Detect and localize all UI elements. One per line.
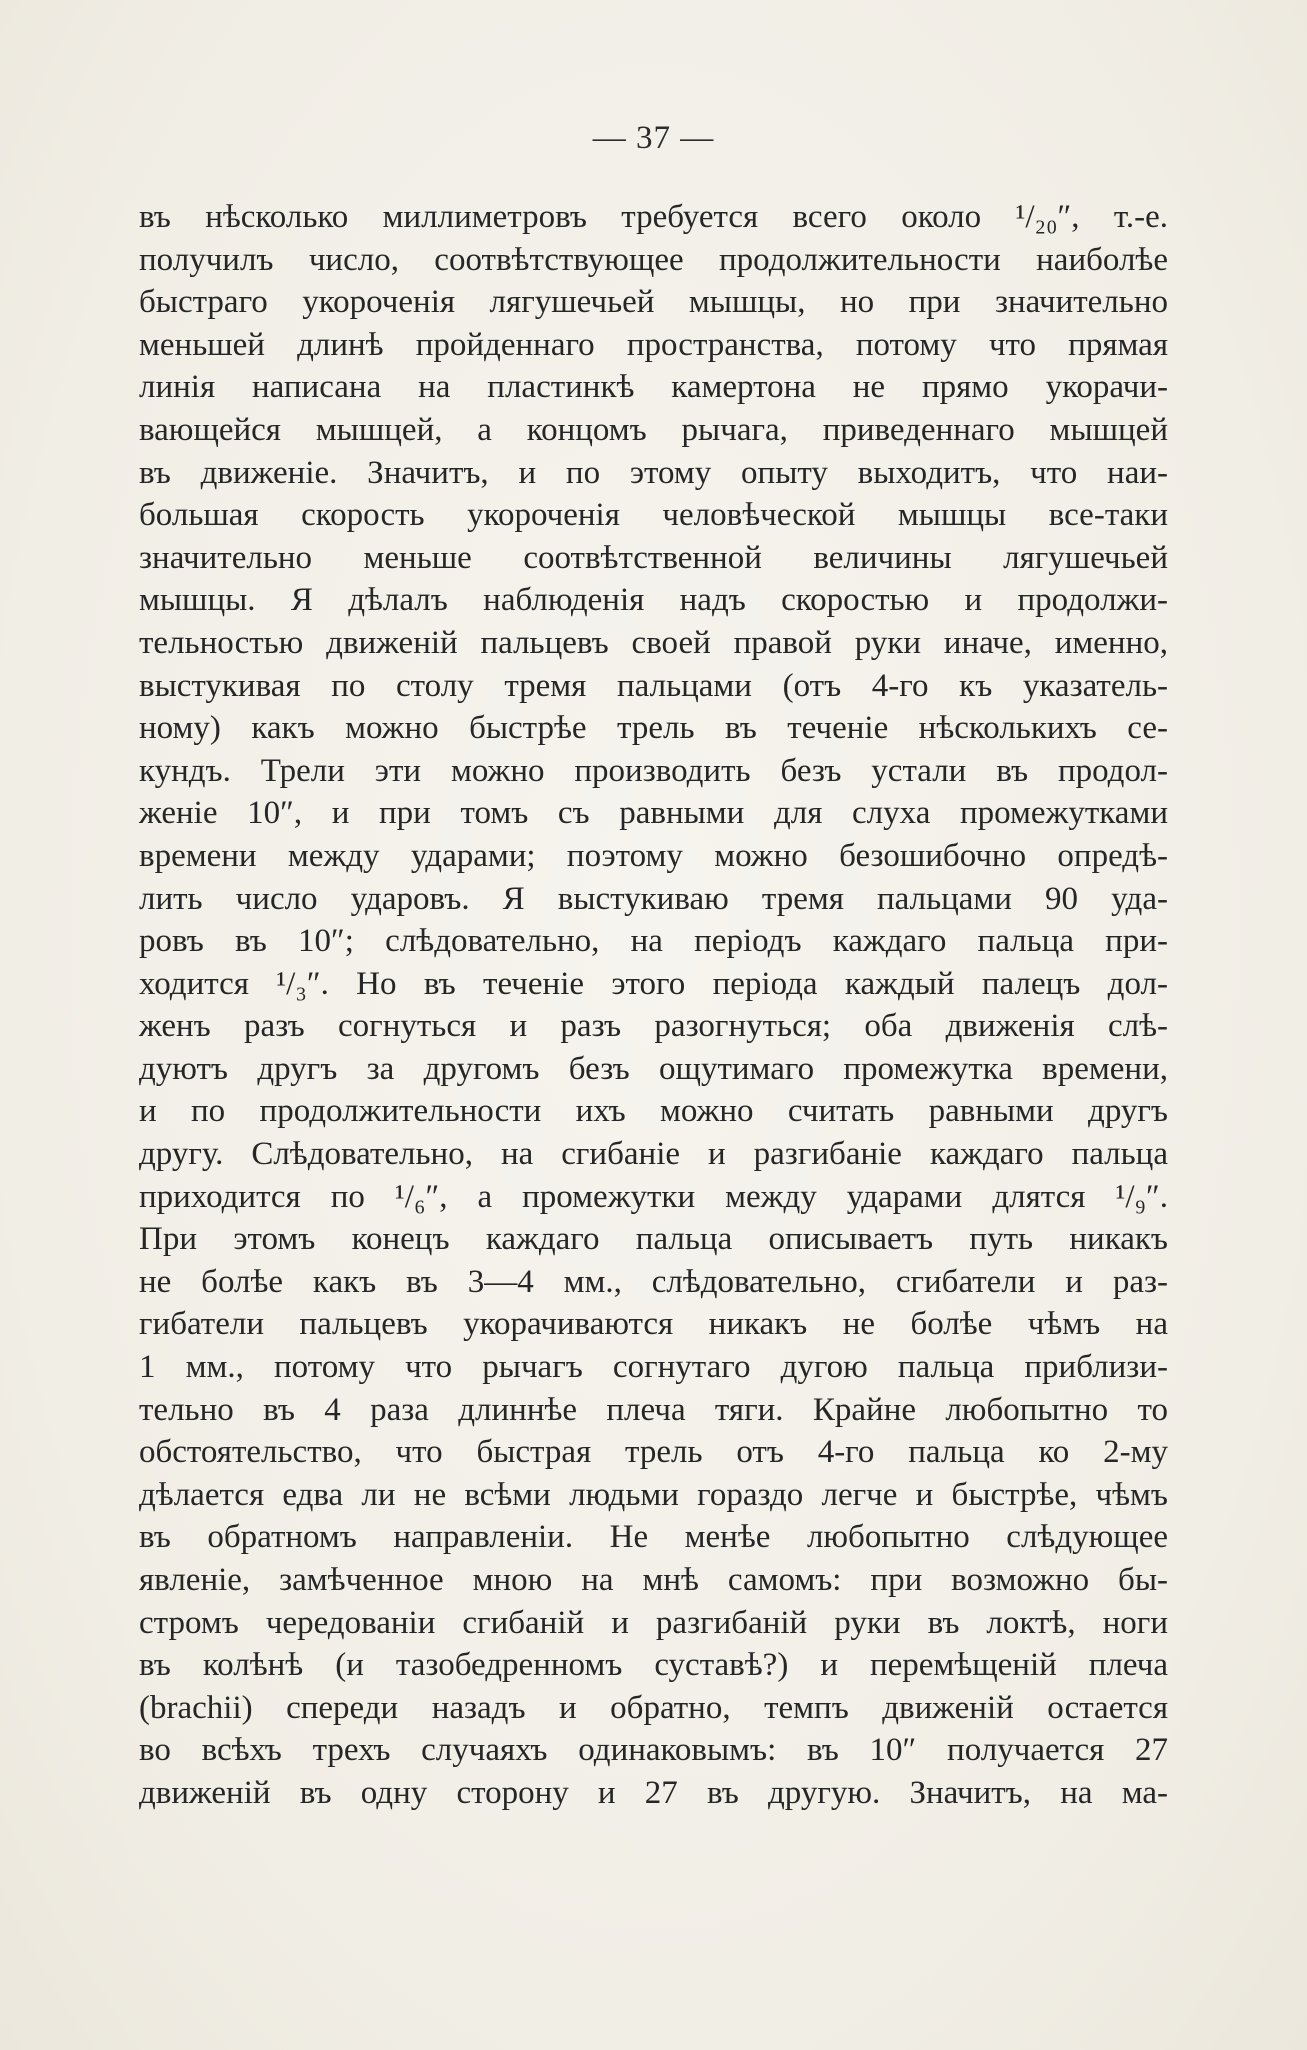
text-line: въ колѣнѣ (и тазобедренномъ суставѣ?) и перемѣщеній плеча (139, 1647, 1168, 1684)
text-line: въ нѣсколько миллиметровъ требуется всего около ¹/₂₀″, т.-е. (139, 199, 1168, 235)
text-line: (brachii) спереди назадъ и обратно, темпъ движеній остается (139, 1689, 1168, 1726)
text-line: ному) какъ можно быстрѣе трель въ теченіе нѣсколькихъ се- (139, 710, 1168, 747)
text-line: и по продолжительности ихъ можно считать равными другъ (139, 1093, 1168, 1130)
text-line: дуютъ другъ за другомъ безъ ощутимаго промежутка времени, (139, 1050, 1168, 1087)
text-line: лить число ударовъ. Я выстукиваю тремя пальцами 90 уда- (139, 880, 1168, 917)
page-number: — 37 — (592, 120, 715, 156)
text-line: ходится ¹/₃″. Но въ теченіе этого періода каждый палецъ дол- (139, 965, 1168, 1002)
text-line: въ обратномъ направленіи. Не менѣе любопытно слѣдующее (139, 1519, 1168, 1556)
text-line: гибатели пальцевъ укорачиваются никакъ не болѣе чѣмъ на (139, 1306, 1168, 1343)
text-line: женіе 10″, и при томъ съ равными для слуха промежутками (139, 795, 1168, 832)
text-line: кундъ. Трели эти можно производить безъ устали въ продол- (139, 752, 1168, 789)
text-line: вающейся мышцей, а концомъ рычага, приведеннаго мышцей (139, 411, 1168, 448)
text-line: быстраго укороченія лягушечьей мышцы, но при значительно (139, 284, 1168, 321)
text-line: 1 мм., потому что рычагъ согнутаго дугою пальца приблизи- (139, 1349, 1168, 1386)
text-line: явленіе, замѣченное мною на мнѣ самомъ: при возможно бы- (139, 1562, 1168, 1598)
text-line: меньшей длинѣ пройденнаго пространства, потому что прямая (139, 326, 1168, 363)
text-line: въ движеніе. Значитъ, и по этому опыту выходитъ, что наи- (139, 454, 1168, 491)
text-line: значительно меньше соотвѣтственной величины лягушечьей (139, 539, 1168, 576)
text-line: тельностью движеній пальцевъ своей правой руки иначе, именно, (139, 624, 1168, 661)
text-line: При этомъ конецъ каждаго пальца описываетъ путь никакъ (139, 1221, 1168, 1258)
text-line: во всѣхъ трехъ случаяхъ одинаковымъ: въ 10″ получается 27 (139, 1732, 1168, 1769)
body-text (139, 196, 1168, 1815)
text-line: дѣлается едва ли не всѣми людьми гораздо легче и быстрѣе, чѣмъ (139, 1476, 1168, 1513)
text-line: мышцы. Я дѣлалъ наблюденія надъ скоростью и продолжи- (139, 582, 1168, 619)
text-line: получилъ число, соотвѣтствующее продолжительности наиболѣе (139, 241, 1168, 278)
text-line: тельно въ 4 раза длиннѣе плеча тяги. Крайне любопытно то (139, 1391, 1168, 1428)
text-line: не болѣе какъ въ 3—4 мм., слѣдовательно, сгибатели и раз- (139, 1263, 1168, 1300)
text-line: движеній въ одну сторону и 27 въ другую. Значитъ, на ма- (139, 1774, 1168, 1811)
text-line: приходится по ¹/₆″, а промежутки между ударами длятся ¹/₉″. (139, 1178, 1168, 1215)
text-line: времени между ударами; поэтому можно безошибочно опредѣ- (139, 837, 1168, 874)
text-line: другу. Слѣдовательно, на сгибаніе и разгибаніе каждаго пальца (139, 1136, 1168, 1173)
text-line: большая скорость укороченія человѣческой мышцы все-таки (139, 497, 1168, 534)
text-line: стромъ чередованіи сгибаній и разгибаній руки въ локтѣ, ноги (139, 1604, 1168, 1641)
text-line: обстоятельство, что быстрая трель отъ 4-го пальца ко 2-му (139, 1434, 1168, 1471)
text-line: женъ разъ согнуться и разъ разогнуться; оба движенія слѣ- (139, 1008, 1168, 1045)
text-line: выстукивая по столу тремя пальцами (отъ 4-го къ указатель- (139, 667, 1168, 704)
text-line: ровъ въ 10″; слѣдовательно, на періодъ каждаго пальца при- (139, 923, 1168, 960)
text-line: линія написана на пластинкѣ камертона не прямо укорачи- (139, 369, 1168, 406)
